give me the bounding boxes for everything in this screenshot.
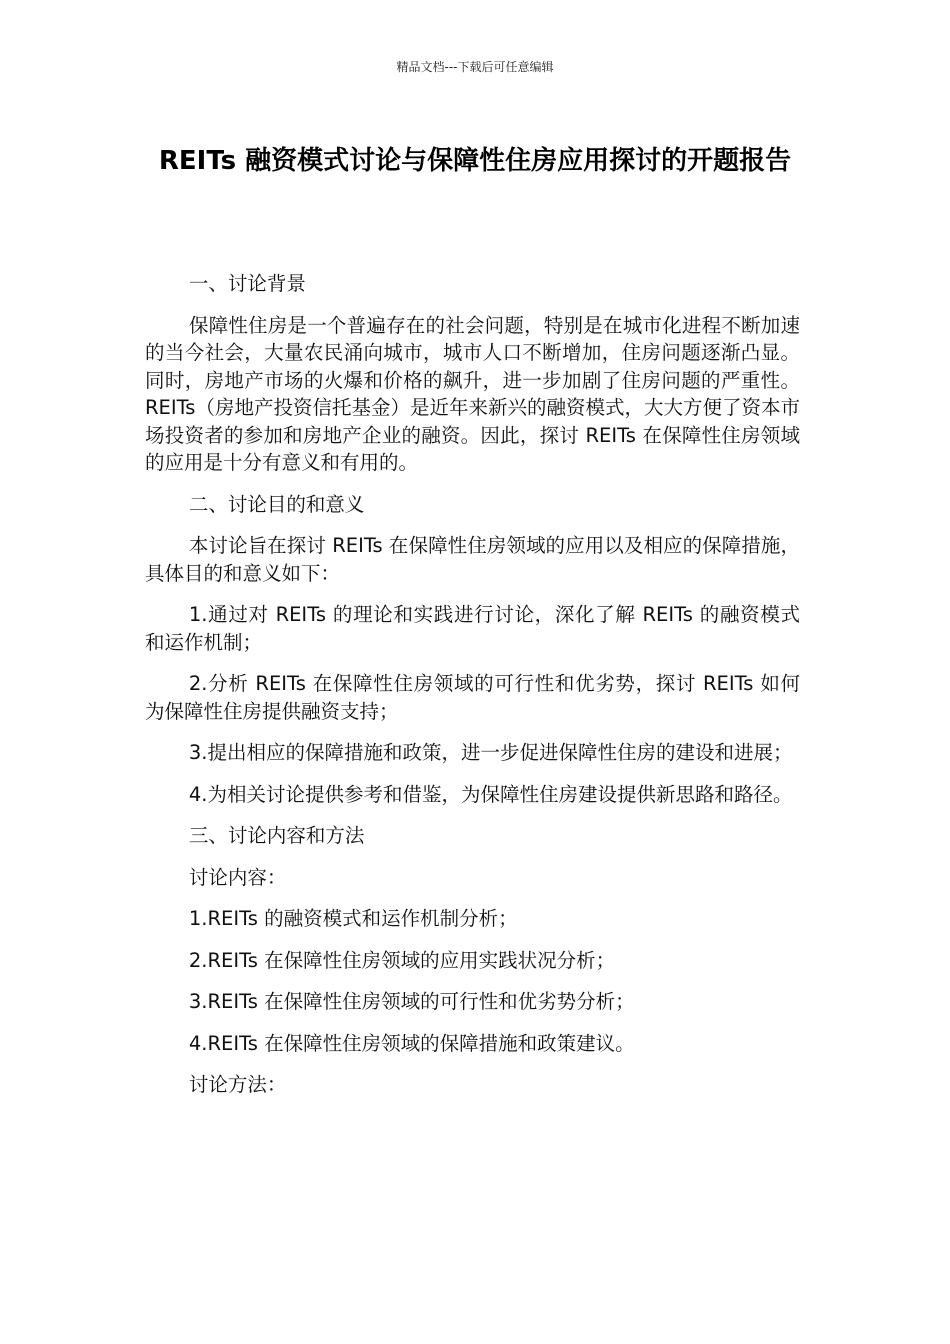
paragraph-background: 保障性住房是一个普遍存在的社会问题，特别是在城市化进程不断加速的当今社会，大量农民涌向城市，城市人口不断增加，住房问题逐渐凸显。同时，房地产市场的火爆和价格的飙升，进一步加剧了住房问题的严重性。REITs（房地产投资信托基金）是近年来新兴的融资模式，大大方便了资本市场投资者的参加和房地产企业的融资。因此，探讨 REITs 在保障性住房领域的应用是十分有意义和有用的。 [145, 313, 800, 474]
paragraph-purpose-intro: 本讨论旨在探讨 REITs 在保障性住房领域的应用以及相应的保障措施，具体目的和意义如下： [145, 534, 800, 585]
document-title: REITs 融资模式讨论与保障性住房应用探讨的开题报告 [158, 146, 792, 176]
purpose-item-2: 2.分析 REITs 在保障性住房领域的可行性和优劣势，探讨 REITs 如何为保障性住房提供融资支持； [145, 672, 800, 723]
section-heading-background: 一、讨论背景 [188, 272, 306, 295]
purpose-item-4: 4.为相关讨论提供参考和借鉴，为保障性住房建设提供新思路和路径。 [188, 782, 793, 806]
section-heading-content-method: 三、讨论内容和方法 [188, 824, 365, 847]
document-body [145, 270, 800, 1113]
content-label: 讨论内容： [188, 865, 287, 889]
method-label: 讨论方法： [188, 1073, 287, 1096]
content-item-2: 2.REITs 在保障性住房领域的应用实践状况分析； [188, 948, 616, 972]
content-item-3: 3.REITs 在保障性住房领域的可行性和优劣势分析； [188, 990, 635, 1013]
section-heading-purpose: 二、讨论目的和意义 [188, 492, 365, 516]
header-note: 精品文档---下载后可任意编辑 [396, 60, 554, 74]
content-item-4: 4.REITs 在保障性住房领域的保障措施和政策建议。 [188, 1031, 635, 1055]
content-item-1: 1.REITs 的融资模式和运作机制分析； [188, 907, 518, 930]
purpose-item-1: 1.通过对 REITs 的理论和实践进行讨论，深化了解 REITs 的融资模式和运作机制； [145, 603, 800, 654]
purpose-item-3: 3.提出相应的保障措施和政策，进一步促进保障性住房的建设和进展； [188, 741, 793, 764]
